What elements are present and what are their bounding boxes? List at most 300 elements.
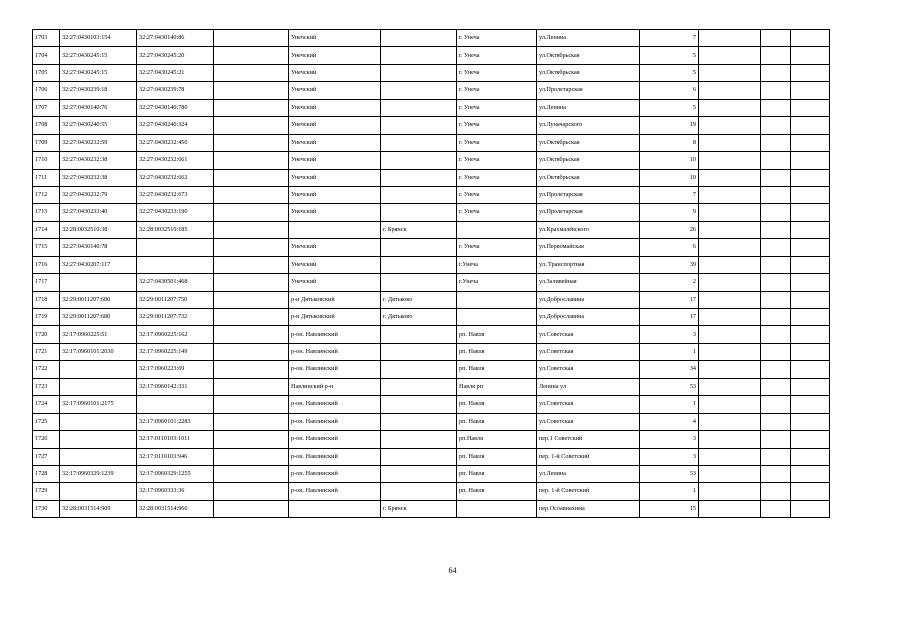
city-cell	[381, 204, 457, 221]
city-cell	[381, 30, 457, 47]
house-number-cell: 7	[640, 30, 699, 47]
extra-cell-3	[791, 465, 830, 482]
district-cell: Унечский	[289, 117, 381, 134]
extra-cell-2	[761, 186, 791, 203]
empty-cell	[214, 82, 289, 99]
city-cell	[381, 378, 457, 395]
extra-cell-2	[761, 413, 791, 430]
table-row	[33, 483, 830, 500]
district-cell: Навлинский р-н	[289, 378, 381, 395]
row-number-cell: 1727	[33, 448, 60, 465]
district-cell: Унечский	[289, 47, 381, 64]
extra-cell-3	[791, 134, 830, 151]
object-cadastral-number-cell: 32:17:0960225:162	[137, 326, 214, 343]
object-cadastral-number-cell: 32:17:0110103:1011	[137, 431, 214, 448]
cadastral-number-cell: 32:27:0430103:154	[60, 30, 137, 47]
row-number-cell: 1729	[33, 483, 60, 500]
city-cell	[381, 239, 457, 256]
house-number-cell: 5	[640, 99, 699, 116]
district-cell: р-он. Навлинский	[289, 431, 381, 448]
street-cell: ул.Октябрьская	[537, 134, 640, 151]
row-number-cell: 1710	[33, 152, 60, 169]
house-number-cell: 1	[640, 483, 699, 500]
extra-cell-1	[699, 152, 761, 169]
empty-cell	[214, 134, 289, 151]
settlement-cell: г. Унеча	[457, 99, 537, 116]
object-cadastral-number-cell: 32:27:0430245:20	[137, 47, 214, 64]
house-number-cell: 10	[640, 169, 699, 186]
district-cell: р-н Дятьковский	[289, 291, 381, 308]
house-number-cell: 53	[640, 378, 699, 395]
table-row	[33, 152, 830, 169]
settlement-cell: г. Унеча	[457, 117, 537, 134]
empty-cell	[214, 361, 289, 378]
extra-cell-3	[791, 326, 830, 343]
row-number-cell: 1708	[33, 117, 60, 134]
extra-cell-1	[699, 361, 761, 378]
cadastral-number-cell: 32:27:0430245:15	[60, 64, 137, 81]
extra-cell-2	[761, 134, 791, 151]
row-number-cell: 1716	[33, 256, 60, 273]
extra-cell-3	[791, 343, 830, 360]
district-cell: Унечский	[289, 134, 381, 151]
district-cell	[289, 221, 381, 238]
extra-cell-2	[761, 30, 791, 47]
object-cadastral-number-cell: 32:27:0430232:673	[137, 186, 214, 203]
extra-cell-2	[761, 343, 791, 360]
extra-cell-2	[761, 152, 791, 169]
settlement-cell: г.Унеча	[457, 274, 537, 291]
settlement-cell	[457, 500, 537, 517]
table-row	[33, 465, 830, 482]
object-cadastral-number-cell: 32:27:0430140:780	[137, 99, 214, 116]
extra-cell-3	[791, 448, 830, 465]
extra-cell-1	[699, 309, 761, 326]
house-number-cell: 5	[640, 64, 699, 81]
house-number-cell: 39	[640, 256, 699, 273]
empty-cell	[214, 396, 289, 413]
street-cell: пер.1 Советский	[537, 431, 640, 448]
extra-cell-1	[699, 99, 761, 116]
district-cell: р-он. Навлинский	[289, 483, 381, 500]
object-cadastral-number-cell	[137, 256, 214, 273]
row-number-cell: 1704	[33, 47, 60, 64]
empty-cell	[214, 431, 289, 448]
row-number-cell: 1728	[33, 465, 60, 482]
cadastral-number-cell: 32:17:0960225:51	[60, 326, 137, 343]
settlement-cell: г. Унеча	[457, 152, 537, 169]
object-cadastral-number-cell: 32:17:0960101:2283	[137, 413, 214, 430]
extra-cell-2	[761, 274, 791, 291]
extra-cell-3	[791, 64, 830, 81]
house-number-cell: 2	[640, 274, 699, 291]
row-number-cell: 1705	[33, 64, 60, 81]
table-body	[33, 30, 830, 518]
table-row	[33, 30, 830, 47]
extra-cell-2	[761, 309, 791, 326]
house-number-cell: 34	[640, 361, 699, 378]
table-row	[33, 134, 830, 151]
extra-cell-1	[699, 239, 761, 256]
extra-cell-2	[761, 204, 791, 221]
object-cadastral-number-cell: 32:27:0430233:190	[137, 204, 214, 221]
extra-cell-1	[699, 186, 761, 203]
house-number-cell: 9	[640, 204, 699, 221]
registry-table	[32, 29, 830, 518]
empty-cell	[214, 309, 289, 326]
extra-cell-1	[699, 343, 761, 360]
settlement-cell: рп. Навля	[457, 343, 537, 360]
extra-cell-1	[699, 47, 761, 64]
object-cadastral-number-cell: 32:27:0430240:324	[137, 117, 214, 134]
settlement-cell: г. Унеча	[457, 239, 537, 256]
object-cadastral-number-cell: 32:27:0430140:86	[137, 30, 214, 47]
city-cell	[381, 413, 457, 430]
cadastral-number-cell	[60, 431, 137, 448]
empty-cell	[214, 221, 289, 238]
district-cell: Унечский	[289, 204, 381, 221]
city-cell	[381, 99, 457, 116]
extra-cell-3	[791, 152, 830, 169]
extra-cell-3	[791, 291, 830, 308]
row-number-cell: 1707	[33, 99, 60, 116]
row-number-cell: 1721	[33, 343, 60, 360]
cadastral-number-cell: 32:17:0960101:2030	[60, 343, 137, 360]
street-cell: ул.Пролетарская	[537, 186, 640, 203]
extra-cell-1	[699, 483, 761, 500]
extra-cell-3	[791, 500, 830, 517]
extra-cell-2	[761, 361, 791, 378]
extra-cell-2	[761, 82, 791, 99]
extra-cell-1	[699, 448, 761, 465]
extra-cell-2	[761, 378, 791, 395]
city-cell: г. Брянск	[381, 221, 457, 238]
table-row	[33, 82, 830, 99]
extra-cell-1	[699, 413, 761, 430]
table-row	[33, 204, 830, 221]
object-cadastral-number-cell	[137, 239, 214, 256]
settlement-cell: г. Унеча	[457, 64, 537, 81]
district-cell: р-он. Навлинский	[289, 343, 381, 360]
city-cell	[381, 82, 457, 99]
extra-cell-3	[791, 117, 830, 134]
extra-cell-3	[791, 483, 830, 500]
row-number-cell: 1718	[33, 291, 60, 308]
house-number-cell: 7	[640, 186, 699, 203]
district-cell: р-он. Навлинский	[289, 465, 381, 482]
cadastral-number-cell	[60, 361, 137, 378]
object-cadastral-number-cell: 32:27:0430232:662	[137, 169, 214, 186]
extra-cell-2	[761, 500, 791, 517]
table-row	[33, 99, 830, 116]
district-cell	[289, 500, 381, 517]
extra-cell-3	[791, 99, 830, 116]
empty-cell	[214, 483, 289, 500]
row-number-cell: 1725	[33, 413, 60, 430]
table-row	[33, 396, 830, 413]
row-number-cell: 1714	[33, 221, 60, 238]
empty-cell	[214, 343, 289, 360]
row-number-cell: 1719	[33, 309, 60, 326]
settlement-cell	[457, 309, 537, 326]
object-cadastral-number-cell: 32:27:0430239:78	[137, 82, 214, 99]
object-cadastral-number-cell: 32:27:0430501:468	[137, 274, 214, 291]
extra-cell-2	[761, 291, 791, 308]
street-cell: ул.Заливейная	[537, 274, 640, 291]
object-cadastral-number-cell: 32:27:0430232:450	[137, 134, 214, 151]
extra-cell-3	[791, 431, 830, 448]
settlement-cell: г. Унеча	[457, 134, 537, 151]
extra-cell-2	[761, 64, 791, 81]
street-cell: ул.Советская	[537, 343, 640, 360]
object-cadastral-number-cell: 32:27:0430232:661	[137, 152, 214, 169]
city-cell	[381, 465, 457, 482]
extra-cell-3	[791, 309, 830, 326]
street-cell: ул.Ленина	[537, 99, 640, 116]
street-cell: ул.Первомайская	[537, 239, 640, 256]
extra-cell-1	[699, 291, 761, 308]
house-number-cell: 15	[640, 500, 699, 517]
extra-cell-1	[699, 396, 761, 413]
cadastral-number-cell: 32:27:0430140:78	[60, 239, 137, 256]
extra-cell-1	[699, 274, 761, 291]
empty-cell	[214, 47, 289, 64]
street-cell: Ленина ул	[537, 378, 640, 395]
street-cell: ул.Луначарского	[537, 117, 640, 134]
district-cell: Унечский	[289, 169, 381, 186]
row-number-cell: 1720	[33, 326, 60, 343]
object-cadastral-number-cell: 32:17:0960223:69	[137, 361, 214, 378]
house-number-cell: 19	[640, 117, 699, 134]
city-cell	[381, 134, 457, 151]
city-cell	[381, 256, 457, 273]
empty-cell	[214, 64, 289, 81]
row-number-cell: 1711	[33, 169, 60, 186]
extra-cell-2	[761, 169, 791, 186]
table-row	[33, 117, 830, 134]
district-cell: Унечский	[289, 99, 381, 116]
city-cell	[381, 169, 457, 186]
cadastral-number-cell: 32:27:0430239:18	[60, 82, 137, 99]
table-row	[33, 500, 830, 517]
extra-cell-1	[699, 134, 761, 151]
cadastral-number-cell: 32:27:0430140:76	[60, 99, 137, 116]
street-cell: пер.Осоавиахима	[537, 500, 640, 517]
house-number-cell: 1	[640, 396, 699, 413]
extra-cell-1	[699, 378, 761, 395]
empty-cell	[214, 117, 289, 134]
city-cell: г. Брянск	[381, 500, 457, 517]
city-cell	[381, 448, 457, 465]
street-cell: ул.Доброславина	[537, 309, 640, 326]
cadastral-number-cell: 32:27:0430232:59	[60, 134, 137, 151]
district-cell: Унечский	[289, 256, 381, 273]
settlement-cell: г. Унеча	[457, 186, 537, 203]
settlement-cell: рп. Навля	[457, 483, 537, 500]
extra-cell-2	[761, 431, 791, 448]
house-number-cell: 6	[640, 82, 699, 99]
settlement-cell: рп.Навля	[457, 431, 537, 448]
row-number-cell: 1717	[33, 274, 60, 291]
district-cell: р-он. Навлинский	[289, 448, 381, 465]
house-number-cell: 17	[640, 309, 699, 326]
cadastral-number-cell: 32:28:0031514:909	[60, 500, 137, 517]
street-cell: ул. Транспортная	[537, 256, 640, 273]
cadastral-number-cell: 32:27:0430245:15	[60, 47, 137, 64]
extra-cell-1	[699, 431, 761, 448]
extra-cell-3	[791, 204, 830, 221]
table-row	[33, 309, 830, 326]
street-cell: ул.Ленина	[537, 465, 640, 482]
street-cell: ул.Доброславина	[537, 291, 640, 308]
extra-cell-1	[699, 256, 761, 273]
cadastral-number-cell: 32:27:0430240:55	[60, 117, 137, 134]
street-cell: ул.Октябрьская	[537, 64, 640, 81]
table-row	[33, 413, 830, 430]
extra-cell-1	[699, 82, 761, 99]
street-cell: ул.Крахмалёвского	[537, 221, 640, 238]
street-cell: ул.Октябрьская	[537, 152, 640, 169]
extra-cell-3	[791, 169, 830, 186]
object-cadastral-number-cell: 32:17:0960142:331	[137, 378, 214, 395]
cadastral-number-cell: 32:17:0960329:1239	[60, 465, 137, 482]
extra-cell-2	[761, 221, 791, 238]
row-number-cell: 1723	[33, 378, 60, 395]
house-number-cell: 8	[640, 134, 699, 151]
settlement-cell: рп. Навля	[457, 396, 537, 413]
extra-cell-2	[761, 117, 791, 134]
settlement-cell: рп. Навля	[457, 465, 537, 482]
house-number-cell: 3	[640, 448, 699, 465]
object-cadastral-number-cell: 32:17:0110103:946	[137, 448, 214, 465]
district-cell: Унечский	[289, 186, 381, 203]
house-number-cell: 3	[640, 326, 699, 343]
street-cell: ул.Октябрьская	[537, 47, 640, 64]
house-number-cell: 17	[640, 291, 699, 308]
cadastral-number-cell	[60, 274, 137, 291]
empty-cell	[214, 99, 289, 116]
empty-cell	[214, 186, 289, 203]
extra-cell-3	[791, 361, 830, 378]
empty-cell	[214, 378, 289, 395]
city-cell	[381, 396, 457, 413]
row-number-cell: 1722	[33, 361, 60, 378]
row-number-cell: 1703	[33, 30, 60, 47]
district-cell: р-он. Навлинский	[289, 413, 381, 430]
extra-cell-3	[791, 274, 830, 291]
street-cell: ул.Октябрьская	[537, 169, 640, 186]
settlement-cell: г. Унеча	[457, 47, 537, 64]
empty-cell	[214, 239, 289, 256]
settlement-cell	[457, 291, 537, 308]
object-cadastral-number-cell: 32:17:0960225:149	[137, 343, 214, 360]
cadastral-number-cell	[60, 483, 137, 500]
district-cell: р-он. Навлинский	[289, 361, 381, 378]
cadastral-number-cell: 32:27:0430207:117	[60, 256, 137, 273]
row-number-cell: 1726	[33, 431, 60, 448]
city-cell: г. Дятьково	[381, 291, 457, 308]
street-cell: ул.Ленина	[537, 30, 640, 47]
extra-cell-1	[699, 465, 761, 482]
extra-cell-2	[761, 326, 791, 343]
object-cadastral-number-cell: 32:27:0430245:21	[137, 64, 214, 81]
table-row	[33, 343, 830, 360]
cadastral-number-cell: 32:28:0032510:38	[60, 221, 137, 238]
house-number-cell: 1	[640, 343, 699, 360]
district-cell: Унечский	[289, 82, 381, 99]
cadastral-number-cell: 32:29:0011207:680	[60, 309, 137, 326]
city-cell	[381, 343, 457, 360]
district-cell: р-н Дятьковский	[289, 309, 381, 326]
object-cadastral-number-cell: 32:29:0011207:732	[137, 309, 214, 326]
district-cell: Унечский	[289, 239, 381, 256]
empty-cell	[214, 169, 289, 186]
row-number-cell: 1709	[33, 134, 60, 151]
district-cell: р-он. Навлинский	[289, 396, 381, 413]
empty-cell	[214, 465, 289, 482]
settlement-cell: г. Унеча	[457, 82, 537, 99]
house-number-cell: 10	[640, 152, 699, 169]
table-row	[33, 378, 830, 395]
empty-cell	[214, 413, 289, 430]
row-number-cell: 1712	[33, 186, 60, 203]
object-cadastral-number-cell: 32:28:0031514:966	[137, 500, 214, 517]
cadastral-number-cell: 32:27:0430233:40	[60, 204, 137, 221]
settlement-cell: Навля рп	[457, 378, 537, 395]
cadastral-number-cell	[60, 378, 137, 395]
city-cell	[381, 117, 457, 134]
table-row	[33, 169, 830, 186]
settlement-cell: г. Унеча	[457, 204, 537, 221]
extra-cell-1	[699, 64, 761, 81]
object-cadastral-number-cell	[137, 396, 214, 413]
table-row	[33, 326, 830, 343]
extra-cell-2	[761, 483, 791, 500]
extra-cell-1	[699, 30, 761, 47]
table-row	[33, 239, 830, 256]
table-row	[33, 47, 830, 64]
house-number-cell: 26	[640, 221, 699, 238]
city-cell	[381, 152, 457, 169]
extra-cell-1	[699, 169, 761, 186]
row-number-cell: 1724	[33, 396, 60, 413]
table-row	[33, 221, 830, 238]
extra-cell-3	[791, 396, 830, 413]
empty-cell	[214, 500, 289, 517]
empty-cell	[214, 152, 289, 169]
street-cell: ул.Советская	[537, 361, 640, 378]
street-cell: ул.Пролетарская	[537, 82, 640, 99]
street-cell: ул.Пролетарская	[537, 204, 640, 221]
cadastral-number-cell	[60, 413, 137, 430]
table-row	[33, 291, 830, 308]
cadastral-number-cell: 32:27:0430232:79	[60, 186, 137, 203]
empty-cell	[214, 291, 289, 308]
table-row	[33, 431, 830, 448]
row-number-cell: 1706	[33, 82, 60, 99]
city-cell	[381, 47, 457, 64]
object-cadastral-number-cell: 32:17:0960329:1255	[137, 465, 214, 482]
street-cell: ул.Советская	[537, 396, 640, 413]
city-cell	[381, 361, 457, 378]
empty-cell	[214, 326, 289, 343]
row-number-cell: 1730	[33, 500, 60, 517]
table-row	[33, 361, 830, 378]
city-cell	[381, 186, 457, 203]
district-cell: Унечский	[289, 30, 381, 47]
row-number-cell: 1713	[33, 204, 60, 221]
settlement-cell: рп. Навля	[457, 326, 537, 343]
